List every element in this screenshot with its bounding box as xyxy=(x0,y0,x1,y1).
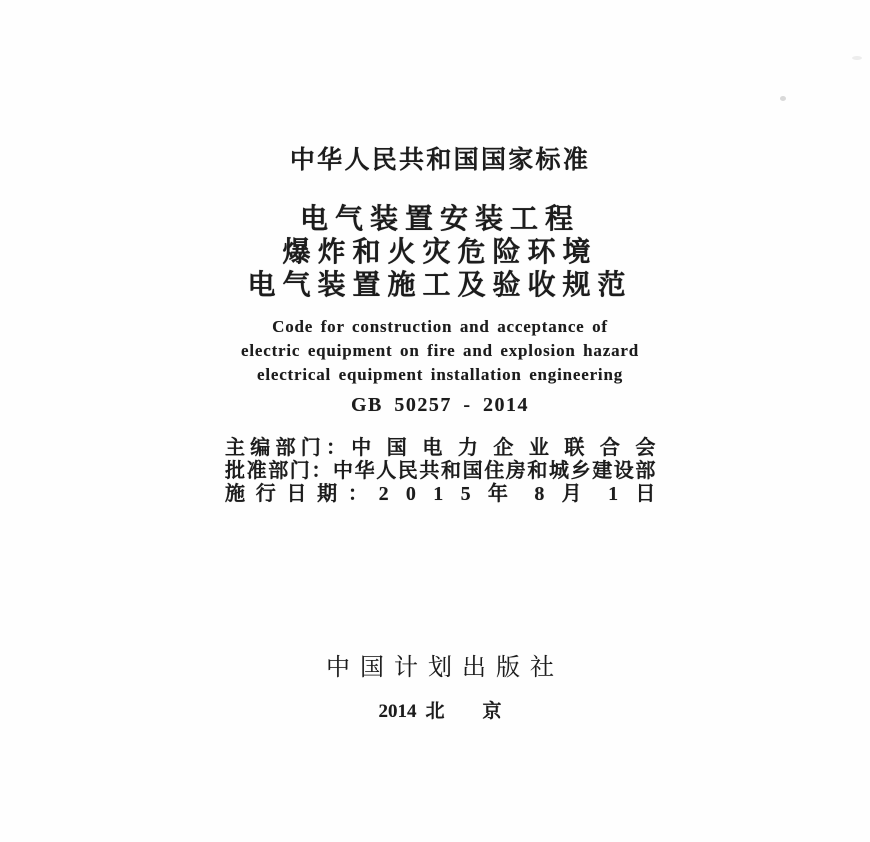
issuance-line-approver xyxy=(225,460,657,483)
scan-artifact-speck xyxy=(780,96,786,101)
document-title xyxy=(10,203,870,302)
english-title-line-3: electrical equipment installation engineering xyxy=(257,365,623,384)
title-line-1: 电气装置安装工程 xyxy=(299,204,580,235)
standard-number: GB 50257 - 2014 xyxy=(350,394,530,416)
imprint-city: 北 京 xyxy=(425,701,502,722)
title-line-3: 电气装置施工及验收规范 xyxy=(247,270,633,301)
issuance-info xyxy=(225,437,657,506)
english-title-line-2: electric equipment on fire and explosion hazard xyxy=(241,341,639,360)
imprint-year: 2014 xyxy=(378,701,417,722)
issuance-line-editor xyxy=(225,437,657,460)
issuance-label: 施行日期： xyxy=(225,483,379,505)
issuance-label: 批准部门： xyxy=(225,460,333,482)
english-title-line-1: Code for construction and acceptance of xyxy=(272,317,608,336)
issuance-value: 2 0 1 5 年 8 月 1 日 xyxy=(378,483,658,505)
imprint-line xyxy=(10,700,870,724)
issuance-label: 主编部门： xyxy=(225,437,352,459)
title-line-2: 爆炸和火灾危险环境 xyxy=(282,237,598,268)
scan-artifact-speck xyxy=(852,56,862,60)
issuance-line-effective-date xyxy=(225,483,657,506)
document-title-english xyxy=(10,315,870,387)
issuance-value: 中 国 电 力 企 业 联 合 会 xyxy=(351,437,658,459)
publisher-name: 中国计划出版社 xyxy=(326,655,564,681)
standard-class-heading: 中华人民共和国国家标准 xyxy=(289,147,591,174)
issuance-value: 中华人民共和国住房和城乡建设部 xyxy=(333,460,657,482)
